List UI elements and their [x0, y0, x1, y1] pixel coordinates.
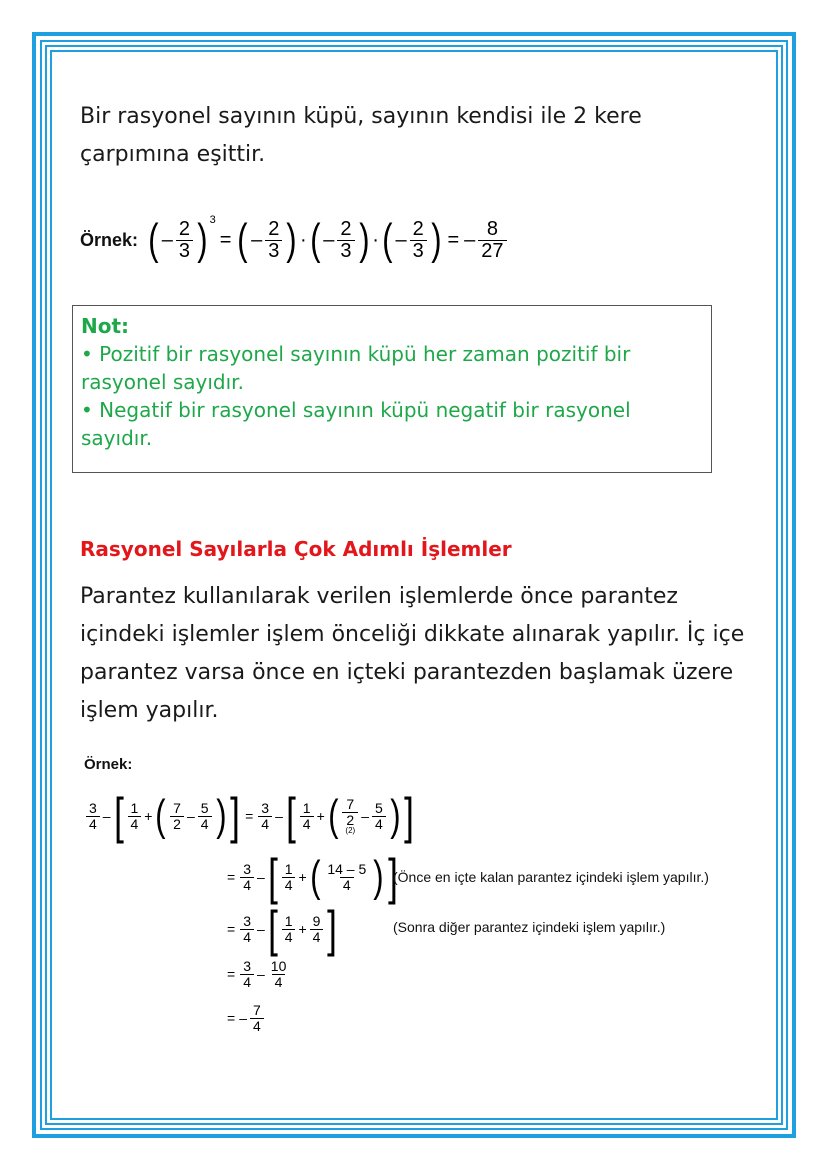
example-2-comment-2: (Sonra diğer parantez içindeki işlem yapılır.) [393, 919, 666, 935]
example-2-line-5: = – $\frac{7}{4}$ [224, 998, 266, 1038]
example-2-comment-1: (Önce en içte kalan parantez içindeki işlem yapılır.) [393, 869, 709, 885]
note-title: Not: [81, 314, 130, 338]
note-line-2: • Negatif bir rasyonel sayının küpü negatif bir rasyonel sayıdır. [81, 398, 631, 450]
note-line-1: • Pozitif bir rasyonel sayının küpü her zaman pozitif bir rasyonel sayıdır. [81, 342, 631, 394]
example-1-label: Örnek: [80, 229, 139, 250]
example-2-label: Örnek: [84, 756, 133, 773]
example-2-line-1: $\frac{3}{4}$ – [ $\frac{1}{4}$ + ( $\frac{7}{2}$ – $\frac{5}{4}$ ) ] = $\frac{3}{4}$ – [ $\frac{1}{4}$ + ( 7 2 (2) – $\frac{5}{4}$ ) ] [84, 784, 416, 848]
example-2-line-2: = $\frac{3}{4}$ – [ $\frac{1}{4}$ + ( $\frac{14 - 5}{4}$ ) ] [227, 849, 398, 905]
note-box [72, 305, 712, 473]
section-paragraph: Parantez kullanılarak verilen işlemlerde önce parantez içindeki işlemler işlem önceliği dikkate alınarak yapılır. İç içe parantez varsa önce en içteki parantezden başlamak üzere işlem yapılır. [80, 584, 745, 723]
example-1-equation: Örnek: ( – $\frac{2}{3}$ ) $^3$ = ( – $\frac{2}{3}$ ) · ( – $\frac{2}{3}$ ) · ( – $\frac{2}{3}$ ) = – $\frac{8}{27}$ [80, 212, 509, 268]
intro-paragraph: Bir rasyonel sayının küpü, sayının kendisi ile 2 kere çarpımına eşittir. [80, 104, 642, 167]
example-2-line-3: = $\frac{3}{4}$ – [ $\frac{1}{4}$ + $\frac{9}{4}$ ] [227, 901, 338, 957]
example-2-line-4: = $\frac{3}{4}$ – $\frac{10}{4}$ [227, 957, 287, 990]
section-heading: Rasyonel Sayılarla Çok Adımlı İşlemler [80, 537, 512, 561]
